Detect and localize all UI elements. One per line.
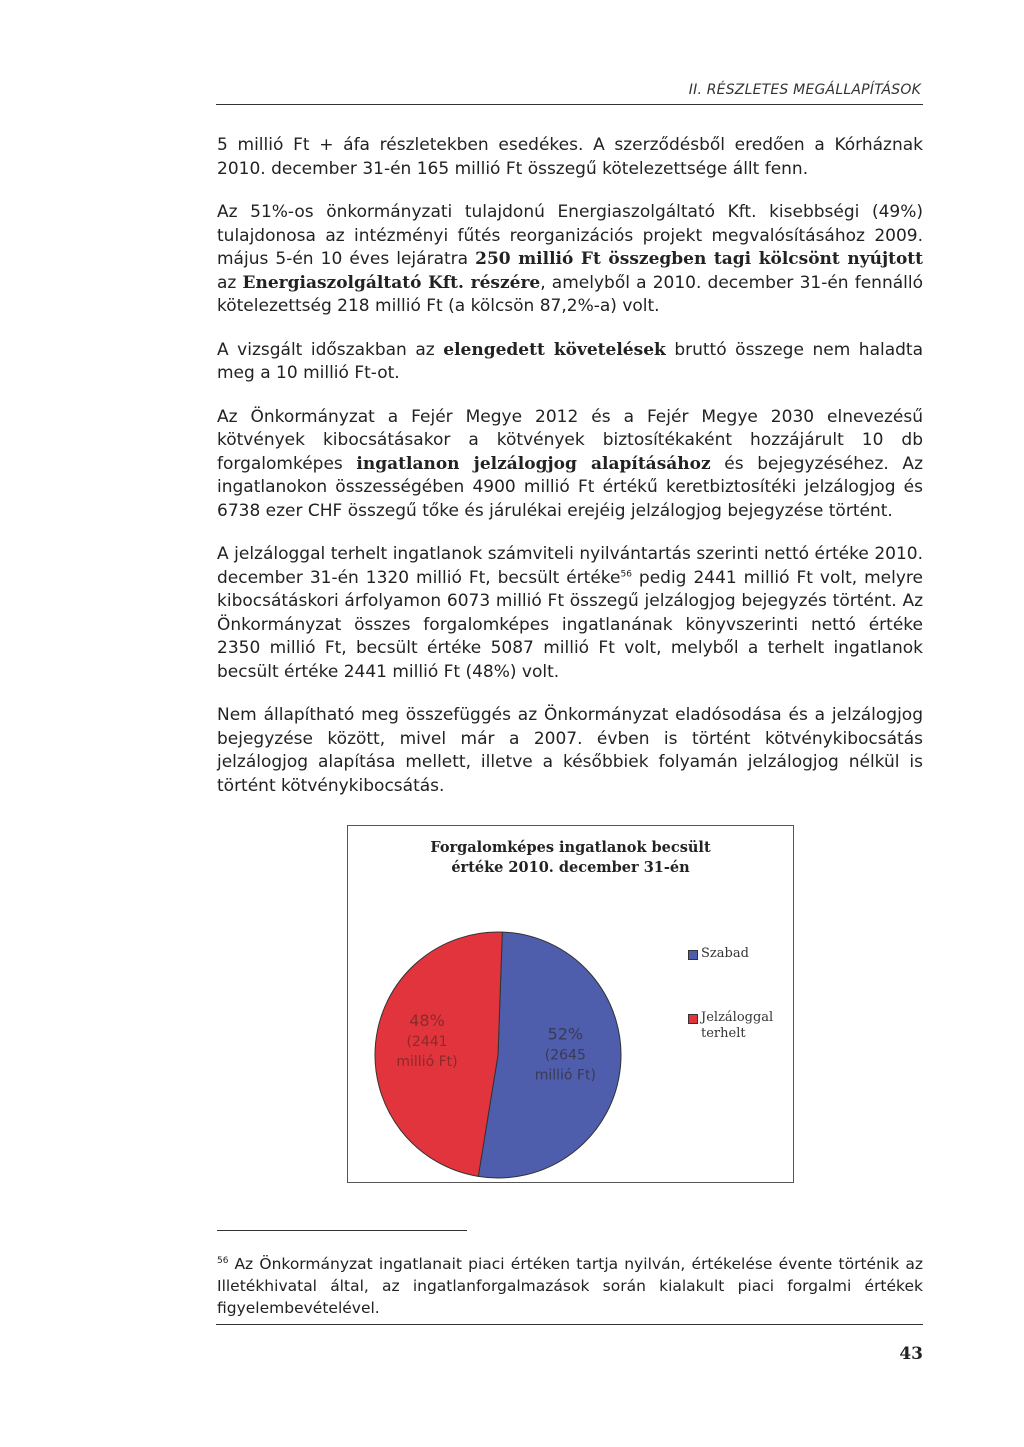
- pie-data-label-jelzaloggal-terhelt-line-3: millió Ft): [396, 1054, 458, 1071]
- paragraph-5-text-b: pedig 2441 millió Ft volt, melyre kibocsátáskori árfolyamon 6073 millió Ft összegű jelzálogjog bejegyzés történt. Az Önkormányzat összes forgalomképes ingatlanának könyvszerinti nettó értéke 2350 millió Ft, becsült értéke 5087 millió Ft volt, melyből a terhelt ingatlanok becsült értéke 2441 millió Ft (48%) volt.: [217, 567, 923, 682]
- paragraph-2-text-b: az: [217, 272, 243, 293]
- footer-divider: [216, 1324, 923, 1325]
- legend-item-szabad: [688, 946, 789, 962]
- chart-title-line-2: értéke 2010. december 31-én: [451, 859, 690, 876]
- paragraph-2: [217, 201, 923, 319]
- legend-label-szabad: Szabad: [701, 946, 749, 961]
- pie-chart-plot: [348, 826, 793, 1182]
- paragraph-2-bold-a: 250 millió Ft összegben tagi kölcsönt nyújtott: [475, 249, 923, 269]
- page-number: 43: [899, 1344, 923, 1364]
- body-text: [217, 134, 923, 818]
- legend-item-jelzaloggal-terhelt: [688, 1010, 789, 1042]
- paragraph-4-text-a: Az Önkormányzat a Fejér Megye 2012 és a Fejér Megye 2030 elnevezésű kötvények kibocsátásakor a kötvények biztosítékaként hozzájárult 10 db forgalomképes: [217, 406, 923, 474]
- footnote-number: 56: [217, 1255, 229, 1266]
- footnote-reference[interactable]: 56: [620, 568, 632, 579]
- running-header: [216, 78, 923, 105]
- paragraph-3-text-b: bruttó összege nem haladta meg a 10 millió Ft-ot.: [217, 339, 924, 383]
- paragraph-5: [217, 543, 923, 684]
- legend-label-jelzaloggal-terhelt: Jelzáloggal terhelt: [701, 1010, 774, 1041]
- pie-chart: [347, 825, 794, 1183]
- paragraph-5-text-a: A jelzáloggal terhelt ingatlanok számviteli nyilvántartás szerinti nettó értéke 2010. december 31-én 1320 millió Ft, becsült értéke: [217, 544, 923, 588]
- legend-swatch-szabad: [688, 950, 698, 960]
- pie-data-label-szabad-line-3: millió Ft): [534, 1067, 596, 1084]
- paragraph-3-text-a: A vizsgált időszakban az: [217, 339, 444, 360]
- paragraph-4: [217, 406, 923, 524]
- paragraph-2-text-a: Az 51%-os önkormányzati tulajdonú Energiaszolgáltató Kft. kisebbségi (49%) tulajdonosa az intézményi fűtés reorganizációs projekt megvalósításához 2009. május 5-én 10 éves lejáratra: [217, 202, 923, 269]
- paragraph-1: 5 millió Ft + áfa részletekben esedékes. A szerződésből eredően a Kórháznak 2010. december 31-én 165 millió Ft összegű kötelezettsége állt fenn.: [217, 135, 923, 179]
- pie-data-label-szabad-line-1: 52%: [547, 1024, 584, 1044]
- paragraph-4-bold: ingatlanon jelzálogjog alapításához: [356, 453, 711, 474]
- footnote-text: Az Önkormányzat ingatlanait piaci értéken tartja nyilván, értékelése évente történik az Illetékhivatal által, az ingatlanforgalmazások során kialakult piaci forgalmi értékek figyelembevételével.: [217, 1255, 923, 1317]
- paragraph-3: [217, 339, 923, 386]
- section-title: II. RÉSZLETES MEGÁLLAPÍTÁSOK: [688, 82, 921, 98]
- paragraph-2-text-c: , amelyből a 2010. december 31-én fennálló kötelezettség 218 millió Ft (a kölcsön 87,2%-a) volt.: [217, 272, 923, 316]
- paragraph-4-text-b: és bejegyzéséhez. Az ingatlanokon összességében 4900 millió Ft értékű keretbiztosítéki jelzálogjog és 6738 ezer CHF összegű tőke és járulékai erejéig jelzálogjog bejegyzése történt.: [217, 453, 923, 521]
- pie-data-label-szabad-line-2: (2645: [544, 1047, 586, 1064]
- legend-swatch-jelzaloggal-terhelt: [688, 1014, 698, 1024]
- paragraph-3-bold: elengedett követelések: [443, 339, 666, 360]
- paragraph-6: Nem állapítható meg összefüggés az Önkormányzat eladósodása és a jelzálogjog bejegyzése között, mivel már a 2007. évben is történt kötvénykibocsátás jelzálogjog alapítása mellett, illetve a későbbiek folyamán jelzálogjog nélkül is történt kötvénykibocsátás.: [217, 705, 923, 796]
- pie-data-label-jelzaloggal-terhelt-line-2: (2441: [406, 1034, 448, 1051]
- chart-title-line-1: Forgalomképes ingatlanok becsült: [430, 839, 711, 856]
- footnote: [217, 1253, 923, 1319]
- paragraph-2-bold-b: Energiaszolgáltató Kft. részére: [242, 272, 541, 293]
- footnote-divider: [217, 1230, 467, 1231]
- pie-data-label-jelzaloggal-terhelt-line-1: 48%: [409, 1011, 445, 1031]
